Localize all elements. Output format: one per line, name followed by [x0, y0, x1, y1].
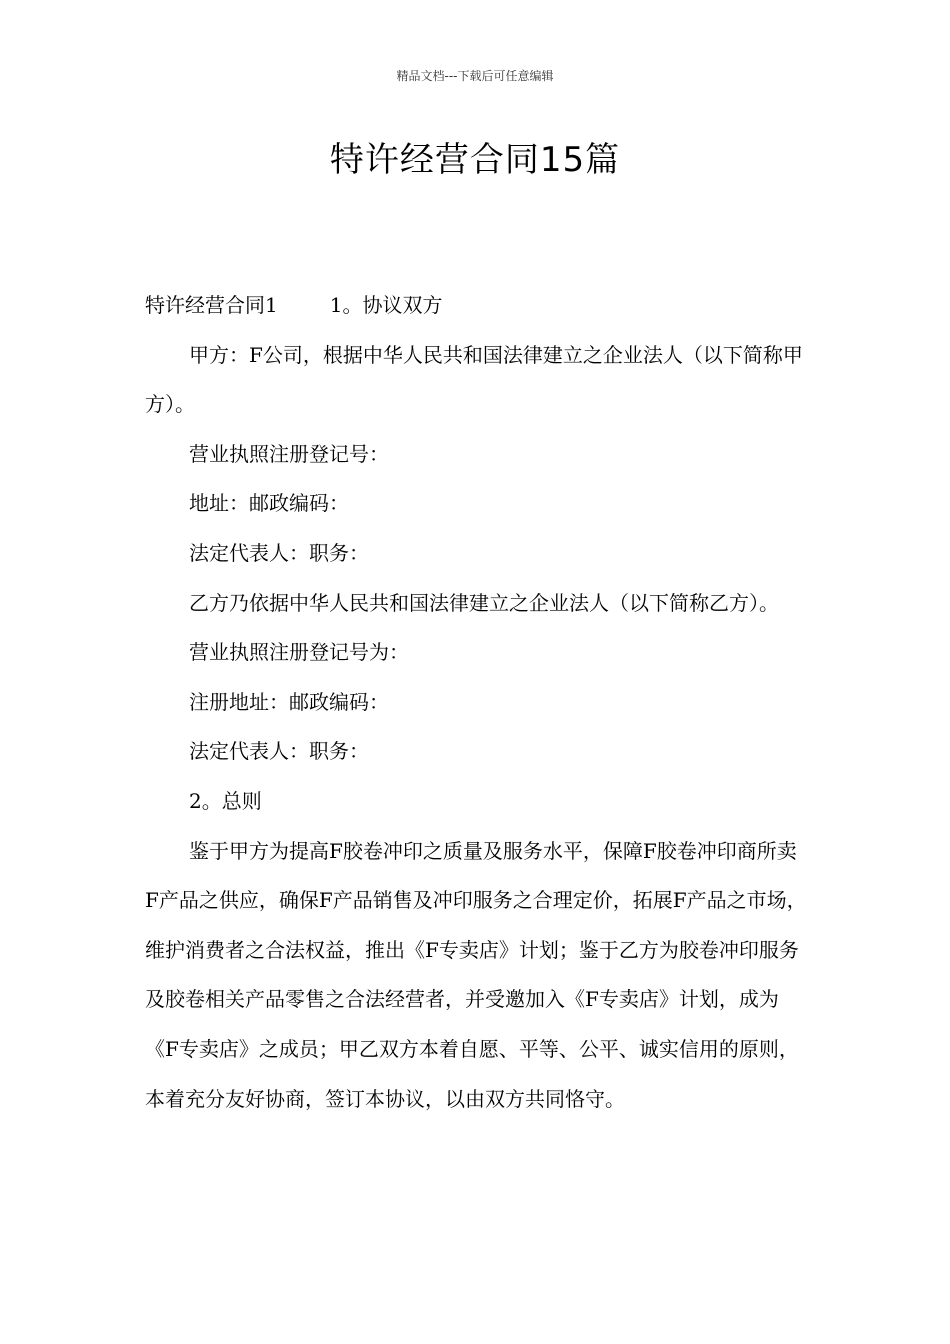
- header-note: 精品文档---下载后可任意编辑: [396, 69, 554, 83]
- paragraph-party-a-license: 营业执照注册登记号：: [189, 441, 389, 466]
- contract-number-label: 特许经营合同1: [145, 293, 278, 317]
- first-line: [145, 281, 810, 331]
- section-heading-parties: 1。协议双方: [329, 293, 443, 317]
- document-title: 特许经营合同15篇: [329, 140, 621, 180]
- paragraph-party-a-representative: 法定代表人：职务：: [189, 540, 369, 565]
- paragraph-party-a-address: 地址：邮政编码：: [189, 491, 349, 516]
- paragraph-general-terms: 鉴于甲方为提高F胶卷冲印之质量及服务水平，保障F胶卷冲印商所卖F产品之供应，确保F产品销售及冲印服务之合理定价，拓展F产品之市场，维护消费者之合法权益，推出《F专卖店》计划；鉴于乙方为胶卷冲印服务及胶卷相关产品零售之合法经营者，并受邀加入《F专卖店》计划，成为《F专卖店》之成员；甲乙双方本着自愿、平等、公平、诚实信用的原则，本着充分友好协商，签订本协议，以由双方共同恪守。: [145, 838, 807, 1111]
- paragraph-party-b-representative: 法定代表人：职务：: [189, 739, 369, 764]
- document-body: [145, 281, 810, 1124]
- paragraph-party-b: 乙方乃依据中华人民共和国法律建立之企业法人（以下简称乙方）。: [189, 590, 779, 615]
- paragraph-party-b-license: 营业执照注册登记号为：: [189, 640, 409, 665]
- paragraph-party-a: 甲方：F公司，根据中华人民共和国法律建立之企业法人（以下简称甲方）。: [145, 342, 803, 417]
- section-heading-general: 2。总则: [189, 788, 262, 813]
- paragraph-party-b-address: 注册地址：邮政编码：: [189, 689, 389, 714]
